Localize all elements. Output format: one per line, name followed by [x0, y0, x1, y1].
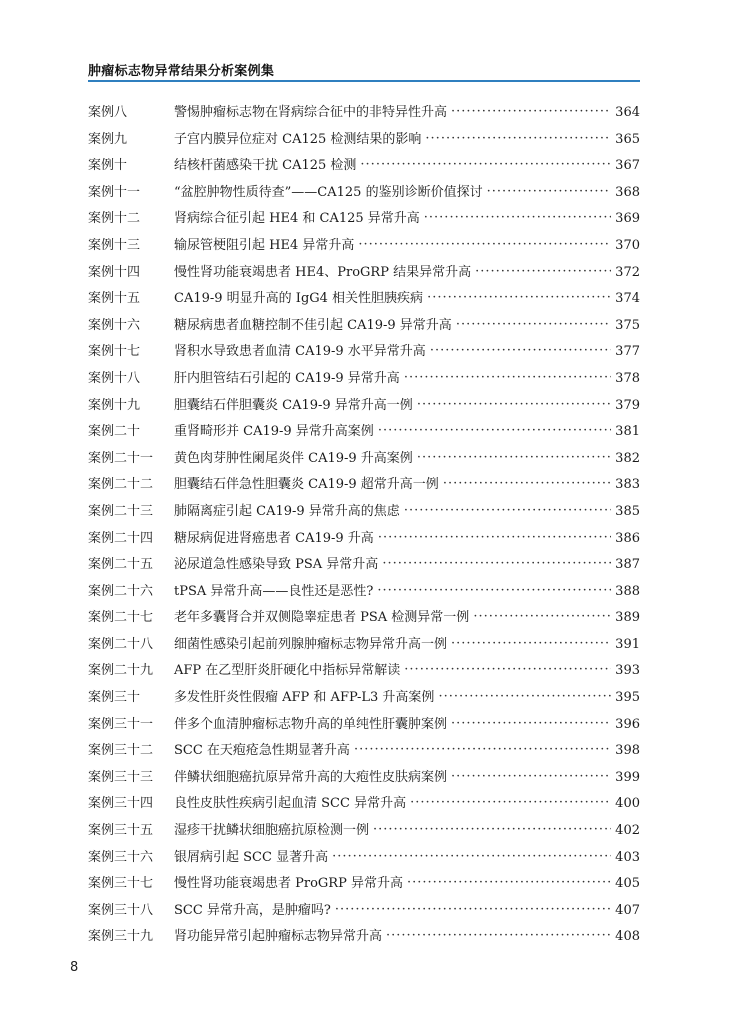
case-title: 老年多囊肾合并双侧隐睾症患者 PSA 检测异常一例: [174, 610, 470, 626]
case-label: 案例十二: [88, 211, 141, 227]
toc-entry[interactable]: [88, 526, 640, 553]
dot-leader: [456, 312, 611, 339]
toc-entry[interactable]: [88, 419, 640, 446]
case-title: 银屑病引起 SCC 显著升高: [174, 849, 329, 865]
page-reference: 408: [615, 929, 640, 945]
case-label: 案例十三: [88, 237, 141, 253]
dot-leader: [404, 365, 611, 392]
page-reference: 407: [615, 902, 640, 918]
page-reference: 372: [615, 264, 640, 280]
case-title: 伴多个血清肿瘤标志物升高的单纯性肝囊肿案例: [174, 716, 448, 732]
dot-leader: [410, 790, 611, 817]
case-label: 案例二十三: [88, 503, 154, 519]
case-title: SCC 异常升高，是肿瘤吗?: [174, 902, 331, 918]
toc-entry[interactable]: [88, 180, 640, 207]
toc-entry[interactable]: [88, 339, 640, 366]
page-reference: 370: [615, 237, 640, 253]
case-title: 重肾畸形并 CA19-9 异常升高案例: [174, 424, 374, 440]
case-title: CA19-9 明显升高的 IgG4 相关性胆胰疾病: [174, 291, 424, 307]
dot-leader: [360, 152, 611, 179]
case-title: 泌尿道急性感染导致 PSA 异常升高: [174, 557, 379, 573]
toc-entry[interactable]: [88, 658, 640, 685]
case-label: 案例三十四: [88, 796, 154, 812]
case-label: 案例二十八: [88, 636, 154, 652]
header-rule: [88, 80, 640, 82]
toc-entry[interactable]: [88, 260, 640, 287]
case-label: 案例十: [88, 158, 128, 174]
table-of-contents: [88, 100, 640, 951]
page-number: 8: [70, 960, 79, 975]
case-title: 肾积水导致患者血清 CA19-9 水平异常升高: [174, 344, 426, 360]
dot-leader: [451, 631, 611, 658]
case-title: 胆囊结石伴胆囊炎 CA19-9 异常升高一例: [174, 397, 413, 413]
toc-entry[interactable]: [88, 871, 640, 898]
page-reference: 382: [615, 450, 640, 466]
case-title: 黄色肉芽肿性阑尾炎伴 CA19-9 升高案例: [174, 450, 413, 466]
dot-leader: [424, 205, 611, 232]
toc-entry[interactable]: [88, 100, 640, 127]
page-reference: 367: [615, 158, 640, 174]
dot-leader: [407, 870, 611, 897]
dot-leader: [332, 844, 611, 871]
case-title: 良性皮肤性疾病引起血清 SCC 异常升高: [174, 796, 407, 812]
dot-leader: [443, 471, 611, 498]
case-label: 案例九: [88, 131, 128, 147]
toc-entry[interactable]: [88, 286, 640, 313]
page-reference: 365: [615, 131, 640, 147]
case-title: 输尿管梗阻引起 HE4 异常升高: [174, 237, 355, 253]
page-reference: 400: [615, 796, 640, 812]
case-label: 案例二十六: [88, 583, 154, 599]
page-reference: 383: [615, 477, 640, 493]
page-reference: 378: [615, 370, 640, 386]
dot-leader: [354, 737, 611, 764]
case-label: 案例十四: [88, 264, 141, 280]
page-reference: 387: [615, 557, 640, 573]
page-reference: 379: [615, 397, 640, 413]
case-title: 慢性肾功能衰竭患者 ProGRP 异常升高: [174, 876, 403, 892]
case-label: 案例二十: [88, 424, 141, 440]
dot-leader: [475, 259, 611, 286]
case-title: 肺隔离症引起 CA19-9 异常升高的焦虑: [174, 503, 400, 519]
case-label: 案例十五: [88, 291, 141, 307]
case-title: SCC 在天疱疮急性期显著升高: [174, 743, 350, 759]
case-title: 结核杆菌感染干扰 CA125 检测: [174, 158, 357, 174]
toc-entry[interactable]: [88, 898, 640, 925]
dot-leader: [417, 392, 611, 419]
toc-entry[interactable]: [88, 366, 640, 393]
page-reference: 375: [615, 317, 640, 333]
case-title: 细菌性感染引起前列腺肿瘤标志物异常升高一例: [174, 636, 448, 652]
dot-leader: [451, 711, 611, 738]
running-header: 肿瘤标志物异常结果分析案例集: [88, 64, 275, 79]
toc-entry[interactable]: [88, 765, 640, 792]
case-label: 案例三十三: [88, 769, 154, 785]
dot-leader: [417, 445, 611, 472]
case-label: 案例三十八: [88, 902, 154, 918]
case-title: tPSA 异常升高——良性还是恶性?: [174, 583, 374, 599]
dot-leader: [425, 126, 611, 153]
dot-leader: [438, 684, 611, 711]
case-title: 糖尿病患者血糖控制不佳引起 CA19-9 异常升高: [174, 317, 452, 333]
page-reference: 393: [615, 663, 640, 679]
case-label: 案例三十七: [88, 876, 154, 892]
case-label: 案例二十四: [88, 530, 154, 546]
dot-leader: [451, 764, 611, 791]
page-reference: 391: [615, 636, 640, 652]
dot-leader: [378, 418, 611, 445]
dot-leader: [404, 498, 611, 525]
page-reference: 385: [615, 503, 640, 519]
case-label: 案例三十六: [88, 849, 154, 865]
case-label: 案例三十: [88, 690, 141, 706]
case-title: AFP 在乙型肝炎肝硬化中指标异常解读: [174, 663, 401, 679]
case-title: “盆腔肿物性质待查”——CA125 的鉴别诊断价值探讨: [174, 184, 483, 200]
toc-entry[interactable]: [88, 924, 640, 951]
toc-entry[interactable]: [88, 499, 640, 526]
dot-leader: [430, 338, 611, 365]
toc-entry[interactable]: [88, 791, 640, 818]
page-reference: 386: [615, 530, 640, 546]
page-reference: 396: [615, 716, 640, 732]
dot-leader: [378, 525, 611, 552]
dot-leader: [427, 285, 611, 312]
case-title: 肾病综合征引起 HE4 和 CA125 异常升高: [174, 211, 420, 227]
dot-leader: [373, 817, 611, 844]
page-reference: 389: [615, 610, 640, 626]
dot-leader: [451, 99, 611, 126]
toc-entry[interactable]: [88, 579, 640, 606]
case-label: 案例二十五: [88, 557, 154, 573]
dot-leader: [335, 897, 611, 924]
case-label: 案例十八: [88, 370, 141, 386]
toc-entry[interactable]: [88, 446, 640, 473]
dot-leader: [382, 551, 611, 578]
page-reference: 395: [615, 690, 640, 706]
toc-entry[interactable]: [88, 738, 640, 765]
dot-leader: [377, 578, 611, 605]
case-label: 案例十一: [88, 184, 141, 200]
toc-entry[interactable]: [88, 393, 640, 420]
page-reference: 381: [615, 424, 640, 440]
page-reference: 388: [615, 583, 640, 599]
toc-entry[interactable]: [88, 552, 640, 579]
case-label: 案例三十一: [88, 716, 154, 732]
toc-entry[interactable]: [88, 605, 640, 632]
dot-leader: [404, 657, 611, 684]
case-label: 案例十七: [88, 344, 141, 360]
case-title: 肝内胆管结石引起的 CA19-9 异常升高: [174, 370, 400, 386]
dot-leader: [473, 604, 611, 631]
page-reference: 405: [615, 876, 640, 892]
toc-entry[interactable]: [88, 313, 640, 340]
case-title: 子宫内膜异位症对 CA125 检测结果的影响: [174, 131, 422, 147]
page-reference: 368: [615, 184, 640, 200]
toc-entry[interactable]: [88, 127, 640, 154]
toc-entry[interactable]: [88, 845, 640, 872]
case-title: 糖尿病促进肾癌患者 CA19-9 升高: [174, 530, 374, 546]
toc-entry[interactable]: [88, 712, 640, 739]
case-title: 肾功能异常引起肿瘤标志物异常升高: [174, 929, 383, 945]
case-label: 案例三十五: [88, 823, 154, 839]
dot-leader: [358, 232, 611, 259]
page-reference: 374: [615, 291, 640, 307]
toc-entry[interactable]: [88, 818, 640, 845]
dot-leader: [386, 923, 611, 950]
case-label: 案例十九: [88, 397, 141, 413]
case-label: 案例二十七: [88, 610, 154, 626]
page-reference: 402: [615, 823, 640, 839]
case-label: 案例二十一: [88, 450, 154, 466]
case-label: 案例三十二: [88, 743, 154, 759]
case-title: 警惕肿瘤标志物在肾病综合征中的非特异性升高: [174, 105, 448, 120]
page-reference: 369: [615, 211, 640, 227]
toc-entry[interactable]: [88, 632, 640, 659]
case-label: 案例二十九: [88, 663, 154, 679]
case-title: 胆囊结石伴急性胆囊炎 CA19-9 超常升高一例: [174, 477, 439, 493]
toc-entry[interactable]: [88, 472, 640, 499]
page-reference: 399: [615, 769, 640, 785]
page-reference: 403: [615, 849, 640, 865]
case-title: 多发性肝炎性假瘤 AFP 和 AFP-L3 升高案例: [174, 690, 435, 706]
toc-entry[interactable]: [88, 685, 640, 712]
page-reference: 398: [615, 743, 640, 759]
page-reference: 377: [615, 344, 640, 360]
page-reference: 364: [615, 105, 640, 120]
case-label: 案例二十二: [88, 477, 154, 493]
toc-entry[interactable]: [88, 206, 640, 233]
case-label: 案例三十九: [88, 929, 154, 945]
dot-leader: [487, 179, 612, 206]
case-title: 湿疹干扰鳞状细胞癌抗原检测一例: [174, 823, 370, 839]
case-label: 案例八: [88, 105, 128, 120]
toc-entry[interactable]: [88, 153, 640, 180]
case-label: 案例十六: [88, 317, 141, 333]
case-title: 伴鳞状细胞癌抗原异常升高的大疱性皮肤病案例: [174, 769, 448, 785]
case-title: 慢性肾功能衰竭患者 HE4、ProGRP 结果异常升高: [174, 264, 472, 280]
toc-entry[interactable]: [88, 233, 640, 260]
